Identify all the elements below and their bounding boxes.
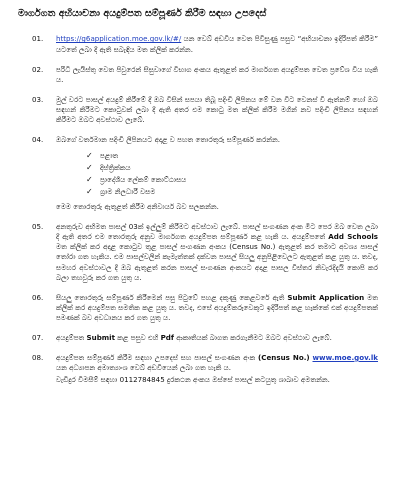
checklist-item <box>86 163 378 173</box>
step-01-text: යන වෙබ් අඩවිය වෙත පිවිසුණු පසුව “අභියාචනා ඉදිරිපත් කිරීම” යටතේ ලබා දී ඇති සබැඳිය මත ක්ලික් කරන්න. <box>56 34 378 54</box>
checklist-item <box>86 151 378 161</box>
step-content <box>56 135 378 212</box>
step-number: 07. <box>32 332 44 342</box>
step-number: 04. <box>32 134 44 144</box>
step-02 <box>18 65 378 85</box>
mandatory-note: මෙම තොරතුරු ඇතුළත් කිරීම අනිවාර්ය බව සලකන්න. <box>56 202 219 212</box>
step-number: 05. <box>32 222 44 232</box>
text-part: ආකෘතියක් බාගත කරගැනීමට ඔබට අවස්ථාව ලැබේ. <box>173 332 332 342</box>
step-05 <box>18 222 378 282</box>
submit-application-label: Submit Application <box>287 292 365 302</box>
step-text <box>56 293 378 323</box>
checklist-label: දිස්ත්‍රික්කය <box>100 163 131 173</box>
submit-label: Submit <box>86 332 115 342</box>
text-part: සියලු තොරතුරු සම්පූර්ණ කිරීමෙන් පසු පිටුවේ පහළ දකුණු කෙළවරේ ඇති <box>56 292 288 302</box>
contact-note: වැඩිදුර විමසීම් සඳහා 0112784845 දුරකථන අංකය ඔස්සේ පාසල් කටයුතු ශාඛාව අමතන්න. <box>56 375 330 385</box>
check-icon: ✓ <box>86 175 93 185</box>
step-number: 02. <box>32 64 44 74</box>
application-link[interactable]: https://g6application.moe.gov.lk/#/ <box>56 34 182 44</box>
step-text <box>56 222 378 282</box>
step-08 <box>18 353 378 385</box>
step-text: මුල් වරට පාසල් අයදුම් කිරීමේ දී ඔබ විසින් සපයා තිබූ පදිංචි ලිපිනය මේ වන විට වෙනස් වී ඇත්නම් හෝ ඔබ සඳහන් කිරීමට කොටුවක් ලබා දී ඇති අතර එම කොටු මත ක්ලික් කිරීම මගින් නව පදිංචි ලිපිනය සඳහන් කිරීමට ඔබට අවස්ථාව ලැබේ. <box>56 94 378 124</box>
step-text <box>56 333 378 343</box>
step-content <box>56 353 378 385</box>
pdf-label: Pdf <box>160 332 174 342</box>
step-text: පරිධි ලැයිස්තු වෙත පිවුරෙන් සිසුවාගේ විභාග අංකය ඇතුළත් කර මාර්ගගත අයදුම්පත වෙත ප්‍රවේශ විය හැකි ය. <box>56 64 378 84</box>
step-01 <box>18 34 378 54</box>
text-part: කළ පසුව එහි <box>115 332 161 342</box>
step-text <box>56 353 378 373</box>
step-number: 03. <box>32 94 44 104</box>
checklist-label: ප්‍රාදේශීය ලේකම් කොට්ඨාසය <box>100 175 187 185</box>
check-icon: ✓ <box>86 187 93 197</box>
step-06 <box>18 293 378 323</box>
step-04 <box>18 135 378 212</box>
step-text <box>56 34 378 54</box>
text-part: අයදුම්පත සම්පූර්ණ කිරීම සඳහා උපදෙස් සහ පාසල් සංගණන අංක <box>56 352 259 362</box>
text-part: අනතුරුව අභිමත පාසල් 03ක් ඉල්ලුම් කිරීමට අවස්ථාව ලැබේ. පාසල් සංගණන අංක මීට පෙර ඔබ වෙත ලබා දී ඇති අතර එම තොරතුරු අනුව මාර්ගගත අයදුම්පත සම්පූර්ණ කළ හැකි ය. අයදුම්පතේ <box>56 222 378 242</box>
step-03 <box>18 95 378 125</box>
page-title: මාර්ගගත අභියාචනා අයදුම්පත සම්පූර්ණ කිරීම සඳහා උපදෙස් <box>18 8 267 19</box>
text-part: මත ක්ලික් කර අයදුම්පත සමතික කළ යුතු ය. තවද, එසේ අයදුම්කරුවෙකුට ඉදිරිපත් කළ හැක්කේ එක් අයදුම්පතක් පමණක් බව අවධානය කර ගත යුතු ය. <box>56 292 378 322</box>
check-icon: ✓ <box>86 163 93 173</box>
add-schools-label: Add Schools <box>328 232 378 242</box>
checklist-label: ග්‍රාම නිලධාරී වසම <box>100 187 156 197</box>
text-part: යන අධ්‍යාපන අමාත්‍යාංශ වෙබ් අඩවියෙන් ලබා ගත හැකි ය. <box>56 362 231 372</box>
moe-website-link[interactable]: www.moe.gov.lk <box>312 352 379 362</box>
census-no-label: (Census No.) <box>258 352 310 362</box>
text-part: අයදුම්පත <box>56 332 87 342</box>
checklist-label: පළාත <box>100 150 119 160</box>
step-number: 01. <box>32 34 44 44</box>
step-text: ඔබගේ වර්තමාන පදිංචි ලිපිනයට අදාළ ව පහත තොරතුරු සම්පූර්ණ කරන්න. <box>56 134 281 144</box>
checklist-item <box>86 187 378 197</box>
step-07 <box>18 333 378 343</box>
text-part: මත ක්ලික් කර අදාළ කොටුව තුළ පාසල් සංගණන අංකය (Census No.) ඇතුළත් කර තමාට අවශ්‍ය පාසල් තෝරා ගත හැකිය. එම පාසල්වලින් කැමැත්තක් දක්වන පාසල් සියලු අනුපිළිවෙලට ඇතුළත් කළ යුතු ය. තවද, සමහර අවස්ථාවල දී ඔබ ඇතුළත් කරන පාසල් සංගණන අංකයට අදාළ පාසල විස්තර නිවැරදිදැයි කොපි කර බලා තහවුරු කර ගත යුතු ය. <box>56 242 378 282</box>
step-number: 08. <box>32 352 44 362</box>
checklist-item <box>86 175 378 185</box>
check-icon: ✓ <box>86 151 93 160</box>
step-number: 06. <box>32 292 44 302</box>
address-checklist <box>86 151 378 197</box>
